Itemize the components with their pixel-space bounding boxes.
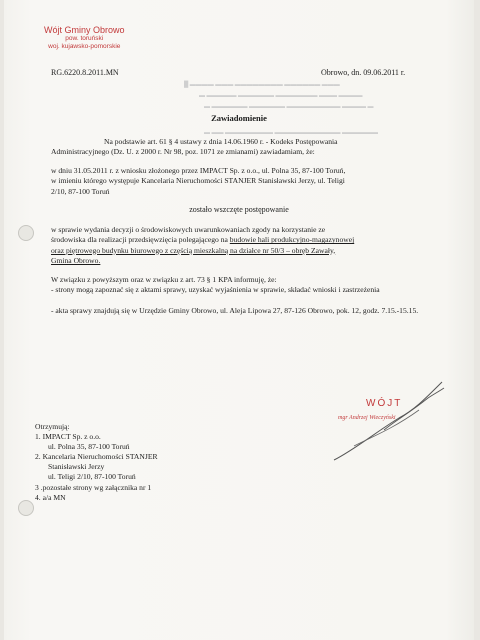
signature-block (324, 370, 464, 480)
application-line-2: w imieniu którego występuje Kancelaria Nieruchomości STANJER Stanisławski Jerzy, ul. Teligi (51, 176, 345, 186)
recipient-1-address: ul. Polna 35, 87-100 Toruń (48, 442, 130, 452)
paragraph-legal-basis-line2: Administracyjnego (Dz. U. z 2000 r. Nr 98, poz. 1071 ze zmianami) zawiadamiam, że: (51, 147, 315, 156)
stamp-line-1: Wójt Gminy Obrowo (44, 25, 125, 35)
recipient-2-address: ul. Teligi 2/10, 87-100 Toruń (48, 472, 136, 482)
recipient-1: 1. IMPACT Sp. z o.o. (35, 432, 101, 442)
office-stamp (44, 25, 125, 50)
paragraph-legal-basis-line1: Na podstawie art. 61 § 4 ustawy z dnia 14.06.1960 r. - Kodeks Postępowania (104, 137, 338, 146)
subject-line-3: oraz piętrowego budynku biurowego z częścią mieszkalną na działce nr 50/3 – obręb Zawały, (51, 245, 336, 255)
punch-hole (18, 500, 34, 516)
recipients-heading: Otrzymują: (35, 422, 70, 431)
recipients-list (35, 422, 158, 503)
show-through-text: █ ▬▬▬▬ ▬▬▬ ▬▬▬▬▬▬▬▬ ▬▬▬▬▬▬ ▬▬▬ (184, 82, 340, 88)
paragraph-application (51, 166, 429, 197)
application-line-3: 2/10, 87-100 Toruń (51, 186, 110, 196)
place-and-date: Obrowo, dn. 09.06.2011 r. (321, 68, 406, 77)
signature-scribble (324, 370, 464, 480)
application-line-1: w dniu 31.05.2011 r. z wniosku złożonego przez IMPACT Sp. z o.o., ul. Polna 35, 87-100 Toruń, (51, 166, 346, 175)
proceedings-initiated: zostało wszczęte postępowanie (189, 205, 289, 214)
subject-line-1: w sprawie wydania decyzji o środowiskowych uwarunkowaniach zgody na korzystanie ze (51, 225, 326, 234)
subject-line-2-plain: środowiska dla realizacji przedsięwzięcia polegającego na (51, 235, 230, 245)
show-through-text: ▬ ▬▬▬▬▬ ▬▬▬▬▬▬ ▬▬▬▬▬▬▬ ▬▬▬ ▬▬▬▬ (199, 93, 363, 99)
reference-number: RG.6220.8.2011.MN (51, 68, 119, 77)
punch-hole (18, 225, 34, 241)
recipient-2: 2. Kancelaria Nieruchomości STANJER (35, 452, 158, 462)
stamp-line-2: pow. toruński (65, 35, 104, 43)
signature-name: mgr Andrzej Wieczyński (338, 415, 396, 421)
document-title: Zawiadomienie (211, 113, 267, 123)
stamp-line-3: woj. kujawsko-pomorskie (48, 42, 121, 50)
paragraph-subject (51, 225, 429, 266)
subject-line-2 (51, 235, 429, 245)
recipient-2-name: Stanisławski Jerzy (48, 462, 105, 472)
paragraph-rights: - strony mogą zapoznać się z aktami sprawy, uzyskać wyjaśnienia w sprawie, składać wnioski i zastrzeżenia (51, 285, 380, 294)
show-through-text: ▬ ▬▬▬▬▬▬ ▬▬▬▬▬▬ ▬▬▬▬▬▬▬▬▬ ▬▬▬▬ ▬ (204, 104, 374, 110)
recipient-4: 4. a/a MN (35, 492, 66, 502)
paragraph-files-location: - akta sprawy znajdują się w Urzędzie Gminy Obrowo, ul. Aleja Lipowa 27, 87-126 Obrowo, pok. 12, godz. 7.15.-15.15. (51, 306, 419, 315)
subject-line-2-underlined: budowie hali produkcyjno-magazynowej (229, 235, 355, 245)
show-through-text: ▬ ▬▬ ▬▬▬▬▬▬▬▬ ▬▬▬▬▬▬▬▬▬▬▬ ▬▬▬▬▬▬ (204, 130, 378, 136)
paragraph-notice: W związku z powyższym oraz w związku z art. 73 § 1 KPA informuję, że: (51, 275, 277, 284)
signature-title: WÓJT (366, 398, 403, 409)
document-page (4, 0, 474, 640)
recipient-3: 3 .pozostałe strony wg załącznika nr 1 (35, 482, 152, 492)
subject-line-4: Gmina Obrowo. (51, 255, 101, 265)
